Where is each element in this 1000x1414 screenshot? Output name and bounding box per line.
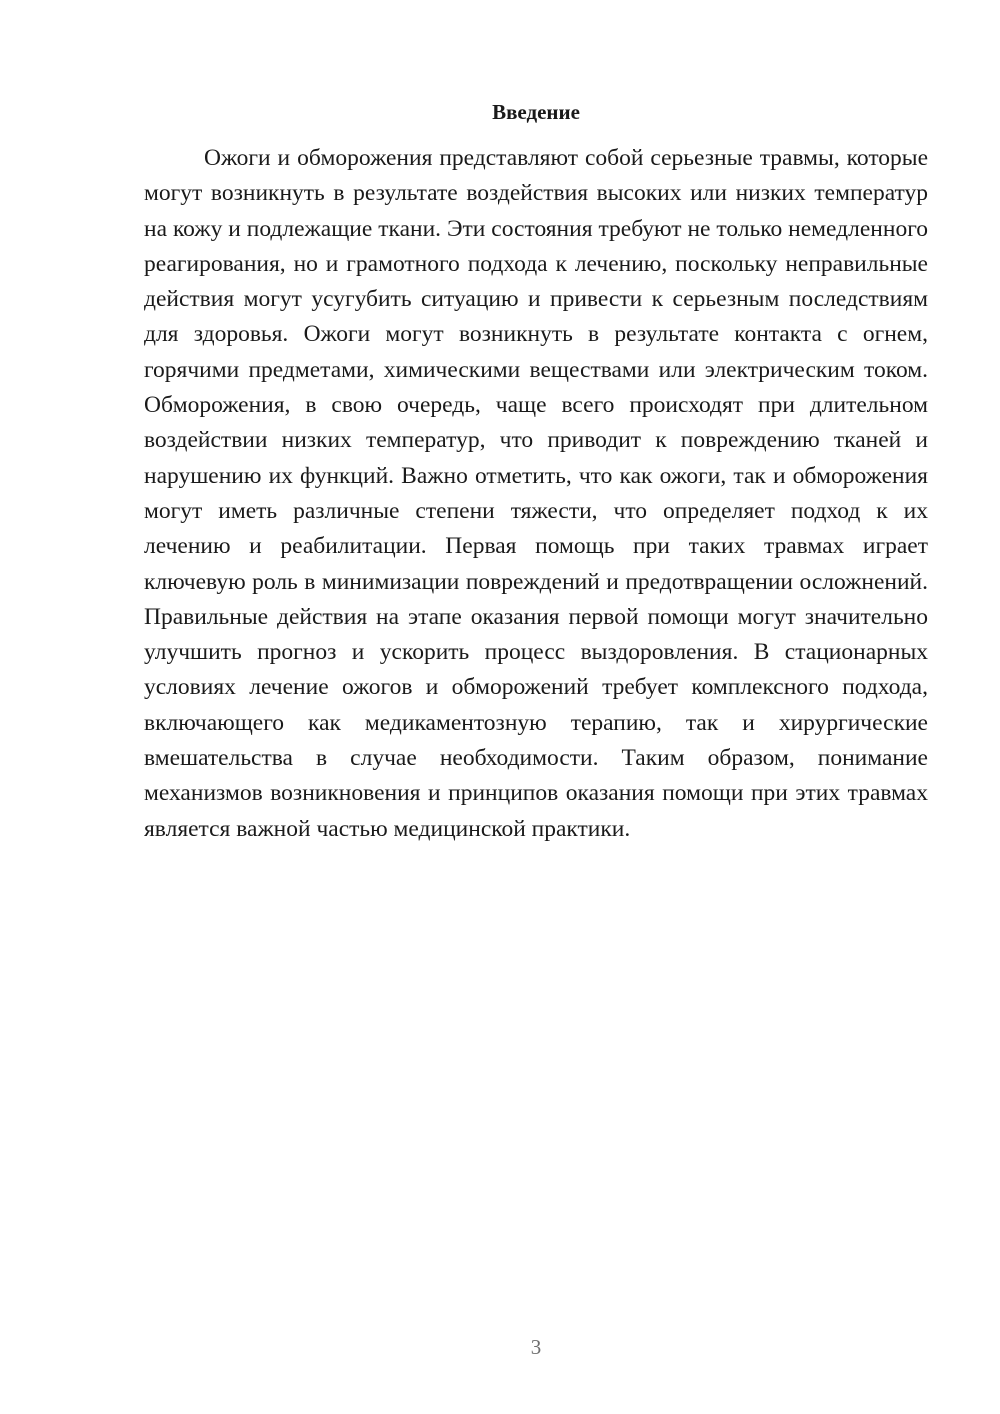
intro-paragraph: Ожоги и обморожения представляют собой серьезные травмы, которые могут возникнуть в результате воздействия высоких или низких температур на кожу и подлежащие ткани. Эти состояния требуют не только немедленного реагирования, но и грамотного подхода к лечению, поскольку неправильные действия могут усугубить ситуацию и привести к серьезным последствиям для здоровья. Ожоги могут возникнуть в результате контакта с огнем, горячими предметами, химическими веществами или электрическим током. Обморожения, в свою очередь, чаще всего происходят при длительном воздействии низких температур, что приводит к повреждению тканей и нарушению их функций. Важно отметить, что как ожоги, так и обморожения могут иметь различные степени тяжести, что определяет подход к их лечению и реабилитации. Первая помощь при таких травмах играет ключевую роль в минимизации повреждений и предотвращении осложнений. Правильные действия на этапе оказания первой помощи могут значительно улучшить прогноз и ускорить процесс выздоровления. В стационарных условиях лечение ожогов и обморожений требует комплексного подхода, включающего как медикаментозную терапию, так и хирургические вмешательства в случае необходимости. Таким образом, понимание механизмов возникновения и принципов оказания помощи при этих травмах является важной частью медицинской практики. bbox=[144, 145, 928, 842]
page-number: 3 bbox=[530, 1335, 542, 1359]
section-title: Введение bbox=[492, 100, 580, 124]
